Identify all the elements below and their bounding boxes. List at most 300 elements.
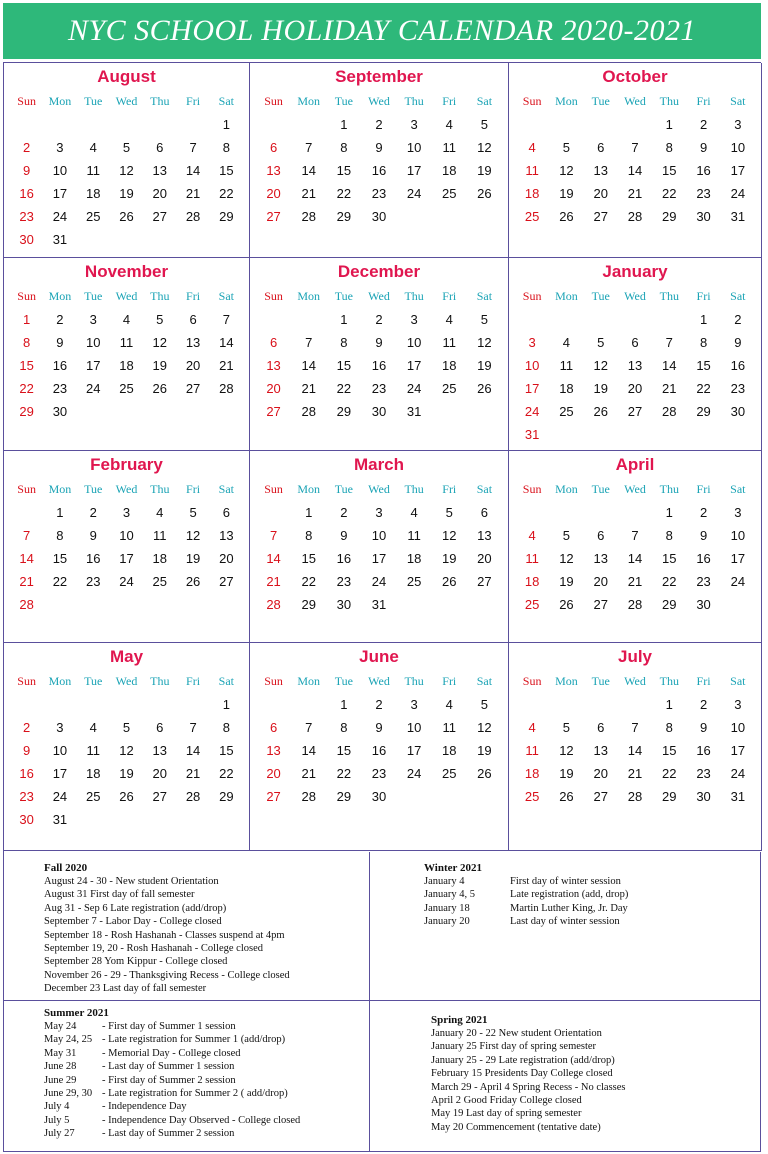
month-title: November bbox=[84, 262, 169, 281]
weekday-label: Thu bbox=[150, 674, 170, 688]
weekday-label: Sat bbox=[476, 289, 493, 303]
day-cell: 6 bbox=[269, 720, 278, 735]
day-cell: 16 bbox=[19, 766, 34, 781]
weekday-label: Tue bbox=[334, 482, 353, 496]
day-cell: 20 bbox=[266, 381, 281, 396]
day-cell: 4 bbox=[562, 335, 571, 350]
day-cell: 23 bbox=[85, 574, 101, 589]
note-date: May 24 bbox=[44, 1021, 77, 1032]
day-cell bbox=[515, 117, 549, 139]
note-line: January 25 First day of spring semester bbox=[431, 1041, 597, 1053]
day-cell bbox=[584, 697, 618, 719]
day-cell: 26 bbox=[119, 209, 134, 224]
day-cell: 4 bbox=[528, 720, 536, 735]
day-cell: 8 bbox=[305, 528, 313, 543]
page-title: NYC SCHOOL HOLIDAY CALENDAR 2020-2021 bbox=[67, 14, 697, 47]
week-row bbox=[515, 766, 755, 788]
day-cell: 8 bbox=[222, 720, 230, 735]
notes-divider-horizontal bbox=[4, 1000, 760, 1001]
month-title: February bbox=[90, 455, 163, 474]
day-cell: 21 bbox=[662, 381, 677, 396]
day-cell: 7 bbox=[222, 312, 230, 327]
note-line bbox=[44, 1127, 364, 1140]
day-cell: 24 bbox=[730, 574, 746, 589]
day-cell: 28 bbox=[185, 789, 201, 804]
day-cell: 1 bbox=[305, 505, 313, 520]
day-cell: 11 bbox=[525, 743, 539, 758]
day-cell: 31 bbox=[371, 597, 387, 612]
day-cell: 22 bbox=[662, 766, 677, 781]
day-cell bbox=[110, 117, 143, 139]
note-line bbox=[424, 875, 754, 888]
note-line bbox=[44, 1074, 364, 1087]
week-row bbox=[256, 358, 502, 380]
day-cell: 30 bbox=[371, 404, 387, 419]
note-date: July 4 bbox=[44, 1101, 70, 1113]
day-cell: 23 bbox=[371, 381, 387, 396]
weekday-label: Wed bbox=[624, 289, 646, 303]
day-cell: 23 bbox=[696, 574, 711, 589]
day-cell: 17 bbox=[406, 163, 422, 178]
day-cell: 24 bbox=[730, 766, 746, 781]
weekday-label: Mon bbox=[48, 482, 72, 496]
title-banner bbox=[3, 3, 761, 59]
note-text: Late registration (add, drop) bbox=[510, 889, 629, 901]
day-cell: 23 bbox=[19, 789, 34, 804]
weekday-label: Sun bbox=[264, 482, 283, 496]
day-cell: 20 bbox=[185, 358, 201, 373]
weekday-label: Fri bbox=[696, 674, 711, 688]
day-cell: 17 bbox=[730, 743, 746, 758]
day-cell bbox=[515, 505, 549, 527]
day-cell: 30 bbox=[696, 597, 711, 612]
day-cell: 21 bbox=[627, 574, 643, 589]
weekday-label: Thu bbox=[150, 482, 170, 496]
month-title: August bbox=[97, 67, 156, 86]
day-cell: 13 bbox=[219, 528, 234, 543]
day-cell: 5 bbox=[562, 140, 571, 155]
day-cell: 23 bbox=[19, 209, 34, 224]
day-cell: 20 bbox=[593, 186, 608, 201]
note-line: Aug 31 - Sep 6 Late registration (add/drop) bbox=[44, 902, 227, 914]
day-cell: 13 bbox=[477, 528, 492, 543]
day-cell bbox=[210, 232, 243, 254]
day-cell: 15 bbox=[301, 551, 316, 566]
weekday-header bbox=[515, 482, 755, 498]
weekday-label: Fri bbox=[186, 674, 201, 688]
day-cell: 14 bbox=[19, 551, 34, 566]
day-cell: 4 bbox=[89, 720, 97, 735]
day-cell: 14 bbox=[627, 551, 643, 566]
weekday-label: Thu bbox=[659, 289, 679, 303]
day-cell: 8 bbox=[56, 528, 64, 543]
note-date: June 29 bbox=[44, 1074, 77, 1086]
weekday-label: Thu bbox=[404, 674, 424, 688]
note-date: May 31 bbox=[44, 1047, 77, 1059]
day-cell: 28 bbox=[627, 209, 643, 224]
day-cell: 8 bbox=[222, 140, 230, 155]
weekday-label: Sun bbox=[522, 289, 542, 303]
day-cell: 15 bbox=[336, 163, 352, 178]
day-cell: 26 bbox=[119, 789, 134, 804]
note-line: September 18 - Rosh Hashanah - Classes suspend at 4pm bbox=[44, 929, 285, 941]
week-row bbox=[10, 597, 243, 619]
day-cell: 9 bbox=[375, 720, 383, 735]
winter-2021-notes bbox=[424, 862, 754, 929]
day-cell: 21 bbox=[301, 766, 316, 781]
note-line: September 28 Yom Kippur - College closed bbox=[44, 956, 228, 968]
day-cell: 11 bbox=[86, 163, 100, 178]
day-cell: 19 bbox=[559, 574, 574, 589]
day-cell: 17 bbox=[406, 358, 422, 373]
day-cell: 30 bbox=[696, 789, 711, 804]
week-row bbox=[515, 597, 755, 619]
day-cell: 23 bbox=[696, 186, 711, 201]
day-cell bbox=[291, 697, 326, 719]
day-cell: 5 bbox=[445, 505, 453, 520]
day-cell: 3 bbox=[410, 117, 418, 132]
day-cell: 15 bbox=[52, 551, 68, 566]
weekday-label: Tue bbox=[334, 289, 353, 303]
day-cell: 23 bbox=[371, 186, 387, 201]
weekday-label: Mon bbox=[48, 674, 72, 688]
day-cell: 20 bbox=[477, 551, 492, 566]
note-line: September 19, 20 - Rosh Hashanah - College closed bbox=[44, 943, 263, 955]
day-cell: 27 bbox=[266, 789, 281, 804]
month-title: July bbox=[617, 647, 653, 666]
day-cell bbox=[10, 117, 43, 139]
day-cell: 26 bbox=[442, 574, 457, 589]
note-date: January 4, 5 bbox=[424, 889, 476, 901]
day-cell: 3 bbox=[122, 505, 131, 520]
note-date: June 28 bbox=[44, 1061, 77, 1073]
day-cell: 9 bbox=[23, 163, 31, 178]
day-cell bbox=[584, 312, 618, 334]
day-cell bbox=[77, 232, 110, 254]
week-row bbox=[10, 232, 243, 254]
day-cell: 12 bbox=[559, 743, 574, 758]
day-cell bbox=[210, 597, 243, 619]
note-line: December 23 Last day of fall semester bbox=[44, 983, 207, 995]
week-row bbox=[10, 163, 243, 185]
day-cell: 2 bbox=[699, 697, 708, 712]
day-cell: 9 bbox=[56, 335, 64, 350]
day-cell bbox=[143, 232, 176, 254]
week-row bbox=[10, 186, 243, 208]
day-cell: 21 bbox=[185, 766, 201, 781]
day-cell bbox=[397, 209, 432, 231]
note-text: - Independence Day bbox=[102, 1101, 187, 1113]
day-cell: 24 bbox=[406, 186, 422, 201]
weekday-label: Thu bbox=[659, 482, 679, 496]
day-cell: 11 bbox=[119, 335, 134, 350]
week-row bbox=[515, 335, 755, 357]
weekday-label: Tue bbox=[591, 674, 610, 688]
day-cell: 2 bbox=[340, 505, 348, 520]
day-cell: 26 bbox=[477, 381, 492, 396]
day-cell: 13 bbox=[266, 743, 281, 758]
day-cell: 12 bbox=[477, 335, 492, 350]
day-cell: 29 bbox=[662, 789, 677, 804]
day-cell bbox=[618, 427, 652, 449]
day-cell: 8 bbox=[340, 140, 348, 155]
day-cell: 14 bbox=[185, 163, 201, 178]
day-cell: 11 bbox=[442, 335, 457, 350]
day-cell bbox=[43, 697, 76, 719]
day-cell: 27 bbox=[152, 789, 168, 804]
day-cell: 18 bbox=[524, 574, 540, 589]
day-cell: 13 bbox=[593, 743, 608, 758]
day-cell: 21 bbox=[301, 381, 316, 396]
day-cell: 10 bbox=[524, 358, 540, 373]
day-cell: 4 bbox=[122, 312, 131, 327]
day-cell bbox=[77, 404, 110, 426]
day-cell bbox=[618, 505, 652, 527]
day-cell: 10 bbox=[52, 163, 68, 178]
week-row bbox=[256, 335, 502, 357]
day-cell: 4 bbox=[89, 140, 97, 155]
day-cell: 5 bbox=[597, 335, 605, 350]
day-cell: 19 bbox=[559, 186, 574, 201]
day-cell: 28 bbox=[219, 381, 234, 396]
day-cell: 27 bbox=[593, 597, 608, 612]
day-cell: 14 bbox=[662, 358, 677, 373]
day-cell: 26 bbox=[593, 404, 608, 419]
day-cell: 15 bbox=[696, 358, 711, 373]
week-row bbox=[10, 720, 243, 742]
day-cell: 7 bbox=[23, 528, 31, 543]
note-line: September 7 - Labor Day - College closed bbox=[44, 916, 222, 928]
weekday-label: Fri bbox=[696, 289, 711, 303]
day-cell: 16 bbox=[336, 551, 352, 566]
day-cell bbox=[256, 505, 291, 527]
day-cell bbox=[77, 597, 110, 619]
day-cell: 7 bbox=[189, 720, 197, 735]
day-cell: 28 bbox=[627, 789, 643, 804]
weekday-label: Wed bbox=[115, 674, 138, 688]
day-cell: 5 bbox=[562, 720, 571, 735]
day-cell: 22 bbox=[696, 381, 711, 396]
day-cell: 3 bbox=[56, 140, 64, 155]
weekday-label: Sat bbox=[730, 94, 746, 108]
week-row bbox=[256, 697, 502, 719]
day-cell: 13 bbox=[627, 358, 643, 373]
day-cell: 15 bbox=[336, 743, 352, 758]
weekday-label: Mon bbox=[48, 94, 72, 108]
day-cell: 21 bbox=[266, 574, 281, 589]
weekday-label: Sat bbox=[476, 94, 493, 108]
week-row bbox=[256, 404, 502, 426]
day-cell: 22 bbox=[336, 186, 352, 201]
day-cell: 21 bbox=[301, 186, 316, 201]
day-cell: 1 bbox=[665, 697, 673, 712]
day-cell: 11 bbox=[525, 551, 539, 566]
day-cell: 4 bbox=[445, 117, 453, 132]
day-cell: 15 bbox=[662, 551, 677, 566]
day-cell bbox=[143, 597, 176, 619]
weekday-label: Mon bbox=[297, 674, 321, 688]
day-cell bbox=[686, 427, 720, 449]
day-cell: 2 bbox=[699, 117, 708, 132]
day-cell: 6 bbox=[269, 140, 278, 155]
day-cell: 30 bbox=[52, 404, 68, 419]
day-cell: 6 bbox=[480, 505, 489, 520]
month-title: September bbox=[335, 67, 423, 86]
day-cell bbox=[143, 117, 176, 139]
day-cell: 10 bbox=[730, 528, 746, 543]
weekday-label: Tue bbox=[334, 674, 353, 688]
day-cell: 31 bbox=[52, 812, 68, 827]
week-row bbox=[256, 186, 502, 208]
week-row bbox=[256, 720, 502, 742]
day-cell: 16 bbox=[85, 551, 101, 566]
month-january bbox=[509, 258, 762, 451]
weekday-header bbox=[256, 289, 502, 305]
day-cell: 3 bbox=[734, 117, 742, 132]
day-cell: 17 bbox=[52, 186, 68, 201]
week-row bbox=[256, 312, 502, 334]
day-cell: 20 bbox=[219, 551, 234, 566]
day-cell: 15 bbox=[219, 743, 234, 758]
day-cell: 16 bbox=[696, 743, 711, 758]
day-cell: 3 bbox=[375, 505, 383, 520]
day-cell: 26 bbox=[185, 574, 201, 589]
month-july bbox=[509, 643, 762, 851]
day-cell bbox=[549, 427, 583, 449]
note-text: Last day of winter session bbox=[510, 916, 620, 928]
day-cell: 2 bbox=[375, 117, 383, 132]
day-cell: 11 bbox=[86, 743, 100, 758]
day-cell: 9 bbox=[699, 720, 708, 735]
day-cell: 1 bbox=[699, 312, 708, 327]
day-cell bbox=[432, 789, 467, 811]
day-cell: 29 bbox=[336, 789, 352, 804]
day-cell: 16 bbox=[371, 743, 387, 758]
day-cell: 27 bbox=[219, 574, 234, 589]
day-cell: 5 bbox=[480, 312, 489, 327]
day-cell bbox=[291, 312, 326, 334]
day-cell: 17 bbox=[524, 381, 540, 396]
day-cell: 29 bbox=[219, 209, 234, 224]
day-cell: 13 bbox=[266, 163, 281, 178]
weekday-header bbox=[515, 289, 755, 305]
day-cell: 1 bbox=[222, 697, 230, 712]
note-line: April 2 Good Friday College closed bbox=[431, 1095, 582, 1107]
day-cell: 21 bbox=[627, 186, 643, 201]
weekday-label: Wed bbox=[624, 482, 646, 496]
day-cell: 8 bbox=[665, 528, 673, 543]
day-cell: 22 bbox=[52, 574, 68, 589]
day-cell: 20 bbox=[266, 186, 281, 201]
day-cell bbox=[10, 505, 43, 527]
weekday-label: Thu bbox=[404, 289, 424, 303]
week-row bbox=[256, 140, 502, 162]
day-cell: 14 bbox=[627, 163, 643, 178]
day-cell: 25 bbox=[524, 209, 540, 224]
weekday-header bbox=[10, 674, 243, 690]
day-cell: 11 bbox=[525, 163, 539, 178]
day-cell: 1 bbox=[340, 117, 348, 132]
day-cell: 8 bbox=[340, 335, 348, 350]
note-text: - Late registration for Summer 2 ( add/drop) bbox=[102, 1088, 288, 1100]
day-cell: 2 bbox=[375, 697, 383, 712]
weekday-label: Wed bbox=[115, 94, 138, 108]
day-cell: 29 bbox=[662, 597, 677, 612]
day-cell: 15 bbox=[19, 358, 34, 373]
day-cell: 22 bbox=[662, 186, 677, 201]
weekday-label: Thu bbox=[404, 482, 424, 496]
day-cell: 16 bbox=[371, 163, 387, 178]
weekday-label: Sun bbox=[17, 94, 36, 108]
day-cell bbox=[176, 232, 209, 254]
weekday-label: Tue bbox=[334, 94, 353, 108]
day-cell: 20 bbox=[593, 574, 608, 589]
day-cell: 10 bbox=[119, 528, 134, 543]
day-cell: 21 bbox=[19, 574, 34, 589]
day-cell: 2 bbox=[375, 312, 383, 327]
day-cell: 25 bbox=[119, 381, 134, 396]
weekday-label: Sun bbox=[264, 289, 283, 303]
day-cell: 30 bbox=[19, 812, 34, 827]
week-row bbox=[256, 551, 502, 573]
day-cell: 6 bbox=[597, 720, 605, 735]
day-cell bbox=[549, 312, 583, 334]
week-row bbox=[515, 140, 755, 162]
day-cell: 23 bbox=[52, 381, 68, 396]
day-cell: 14 bbox=[219, 335, 234, 350]
day-cell: 15 bbox=[219, 163, 234, 178]
month-title: May bbox=[109, 647, 144, 666]
day-cell bbox=[467, 404, 502, 426]
weekday-label: Wed bbox=[624, 94, 646, 108]
day-cell: 28 bbox=[185, 209, 201, 224]
week-row bbox=[10, 574, 243, 596]
day-cell: 3 bbox=[410, 312, 418, 327]
winter-2021-title: Winter 2021 bbox=[424, 862, 482, 874]
day-cell: 19 bbox=[559, 766, 574, 781]
day-cell bbox=[43, 117, 76, 139]
week-row bbox=[10, 812, 243, 834]
weekday-header bbox=[256, 94, 502, 110]
day-cell: 6 bbox=[597, 528, 605, 543]
day-cell: 6 bbox=[222, 505, 230, 520]
week-row bbox=[256, 163, 502, 185]
week-row bbox=[10, 528, 243, 550]
note-text: - Last day of Summer 1 session bbox=[102, 1061, 235, 1073]
day-cell: 14 bbox=[627, 743, 643, 758]
note-line: May 19 Last day of spring semester bbox=[431, 1108, 582, 1120]
week-row bbox=[10, 551, 243, 573]
weekday-header bbox=[10, 482, 243, 498]
month-march bbox=[250, 451, 509, 643]
weekday-label: Mon bbox=[555, 94, 578, 108]
week-row bbox=[256, 505, 502, 527]
week-row bbox=[256, 117, 502, 139]
week-row bbox=[10, 381, 243, 403]
day-cell: 10 bbox=[52, 743, 68, 758]
day-cell: 27 bbox=[593, 789, 608, 804]
day-cell bbox=[143, 812, 176, 834]
weekday-label: Fri bbox=[186, 482, 201, 496]
fall-2020-notes bbox=[44, 862, 364, 996]
month-june bbox=[250, 643, 509, 851]
note-text: - Independence Day Observed - College closed bbox=[102, 1114, 301, 1126]
day-cell: 6 bbox=[269, 335, 278, 350]
note-line: May 20 Commencement (tentative date) bbox=[431, 1121, 601, 1133]
day-cell: 11 bbox=[442, 140, 457, 155]
day-cell: 30 bbox=[336, 597, 352, 612]
day-cell: 30 bbox=[696, 209, 711, 224]
